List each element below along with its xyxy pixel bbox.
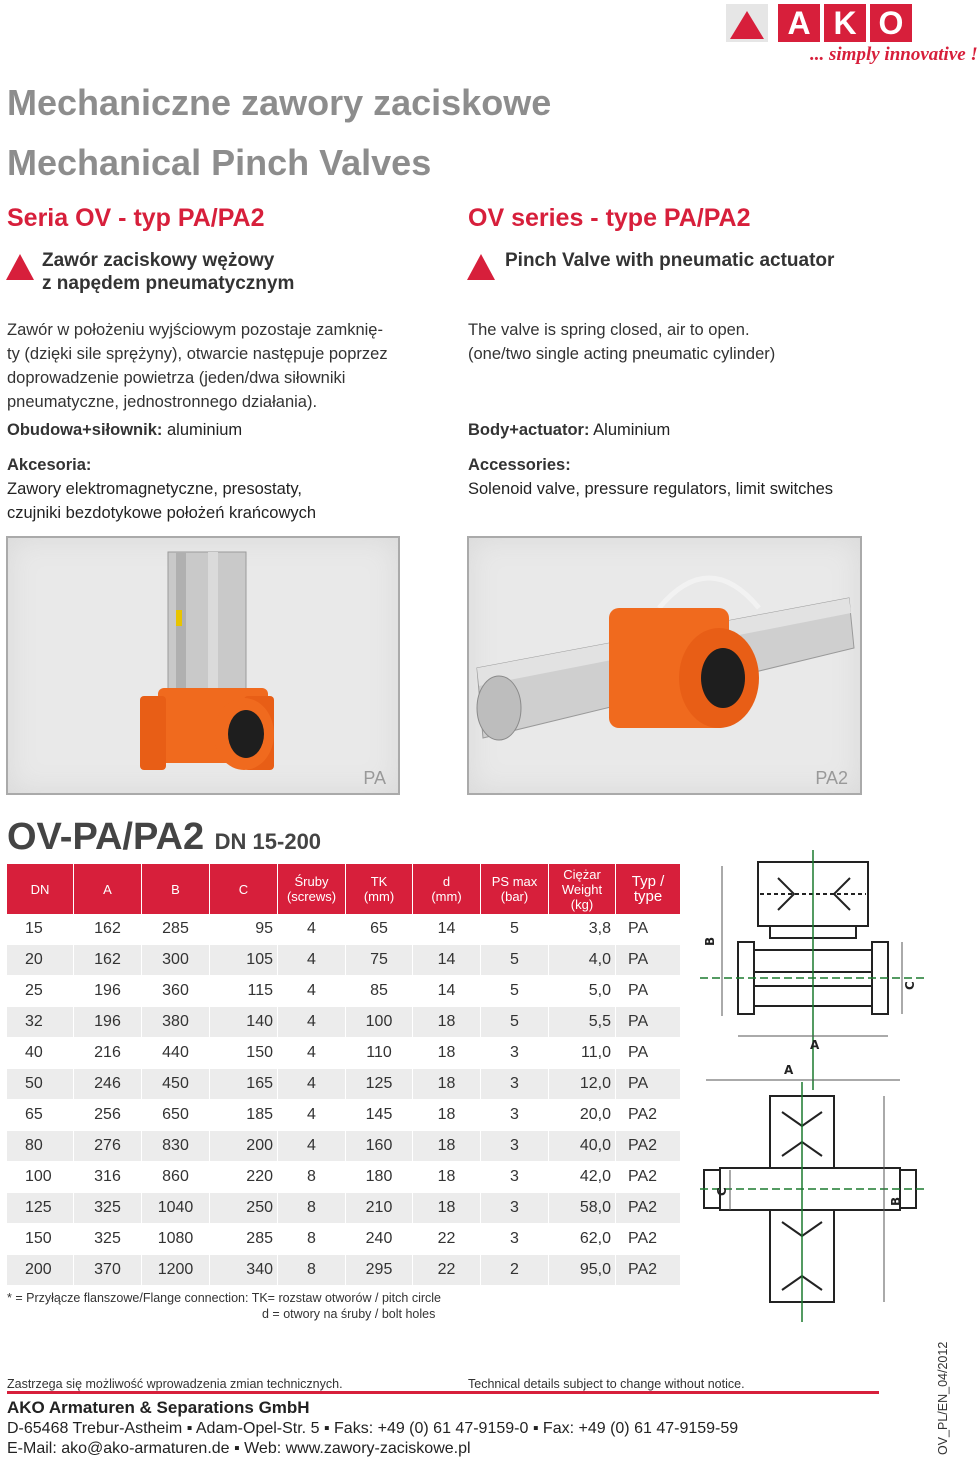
table-row	[7, 1038, 681, 1069]
table-cell: PA2	[616, 1255, 681, 1286]
title-en: Mechanical Pinch Valves	[7, 142, 432, 183]
drawing-label-a-upper: A	[810, 1038, 820, 1052]
logo-triangle-icon	[726, 4, 768, 42]
table-cell: 65	[7, 1100, 74, 1131]
table-cell: PA	[616, 1007, 681, 1038]
table-cell: 4	[278, 945, 346, 976]
table-cell: 180	[346, 1162, 413, 1193]
pa2-valve-image	[469, 538, 860, 793]
table-row	[7, 1007, 681, 1038]
table-cell: 165	[210, 1069, 278, 1100]
table-cell: 95	[210, 914, 278, 945]
table-cell: 210	[346, 1193, 413, 1224]
table-cell: 285	[210, 1224, 278, 1255]
table-cell: 20	[7, 945, 74, 976]
table-row	[7, 1100, 681, 1131]
table-cell: 58,0	[549, 1193, 616, 1224]
table-cell: 3	[481, 1193, 549, 1224]
table-cell: PA2	[616, 1131, 681, 1162]
company-contact: E-Mail: ako@ako-armaturen.de ▪ Web: www.zawory-zaciskowe.pl	[7, 1440, 471, 1457]
table-cell: 8	[278, 1255, 346, 1286]
table-row	[7, 976, 681, 1007]
table-cell: PA	[616, 945, 681, 976]
table-cell: 150	[210, 1038, 278, 1069]
table-cell: PA	[616, 1069, 681, 1100]
subtitle-pl: Zawór zaciskowy wężowy z napędem pneumatycznym	[42, 250, 295, 294]
table-cell: 12,0	[549, 1069, 616, 1100]
table-cell: 256	[74, 1100, 142, 1131]
drawing-label-c-lower: C	[715, 1187, 729, 1196]
description-pl: Zawór w położeniu wyjściowym pozostaje zamknię- ty (dzięki sile sprężyny), otwarcie następuje poprzez doprowadzenie powietrza (jeden/dwa siłowniki pneumatyczne, jednostronnego działania).	[7, 321, 388, 411]
accessories-en: Accessories: Solenoid valve, pressure regulators, limit switches	[468, 456, 833, 498]
body-material-en: Body+actuator: Aluminium	[468, 421, 671, 439]
table-cell: 95,0	[549, 1255, 616, 1286]
table-cell: 340	[210, 1255, 278, 1286]
col-header: d (mm)	[413, 864, 481, 914]
table-cell: 5	[481, 1007, 549, 1038]
table-row	[7, 1069, 681, 1100]
drawing-label-b-upper: B	[703, 936, 717, 946]
table-cell: 32	[7, 1007, 74, 1038]
table-cell: 5,5	[549, 1007, 616, 1038]
table-cell: 185	[210, 1100, 278, 1131]
table-title: OV-PA/PA2 DN 15-200	[7, 816, 322, 858]
table-cell: 18	[413, 1131, 481, 1162]
triangle-bullet-icon	[6, 254, 34, 280]
table-cell: 450	[142, 1069, 210, 1100]
table-cell: 370	[74, 1255, 142, 1286]
col-header: A	[74, 864, 142, 914]
table-cell: 8	[278, 1193, 346, 1224]
table-cell: 3	[481, 1069, 549, 1100]
col-header: B	[142, 864, 210, 914]
table-cell: 196	[74, 976, 142, 1007]
table-cell: 200	[210, 1131, 278, 1162]
table-cell: 325	[74, 1193, 142, 1224]
accessories-pl: Akcesoria: Zawory elektromagnetyczne, presostaty, czujniki bezdotykowe położeń krańcowych	[7, 456, 317, 522]
table-cell: 42,0	[549, 1162, 616, 1193]
body-material-pl: Obudowa+siłownik: aluminium	[7, 421, 243, 439]
col-header: PS max (bar)	[481, 864, 549, 914]
table-cell: 145	[346, 1100, 413, 1131]
table-row	[7, 945, 681, 976]
table-cell: PA2	[616, 1162, 681, 1193]
spec-table	[7, 864, 681, 1286]
footer-divider	[7, 1391, 879, 1394]
doc-code: OV_PL/EN_04/2012	[936, 1341, 950, 1455]
table-cell: 85	[346, 976, 413, 1007]
table-cell: 4	[278, 1007, 346, 1038]
table-cell: 650	[142, 1100, 210, 1131]
table-header-row	[7, 864, 681, 914]
footnote-line-2: d = otwory na śruby / bolt holes	[262, 1307, 436, 1321]
drawing-label-b-lower: B	[889, 1196, 903, 1206]
table-cell: 360	[142, 976, 210, 1007]
table-row	[7, 1131, 681, 1162]
photo-label-pa: PA	[363, 768, 386, 788]
table-cell: 860	[142, 1162, 210, 1193]
table-row	[7, 1193, 681, 1224]
table-cell: 18	[413, 1038, 481, 1069]
col-header: C	[210, 864, 278, 914]
table-cell: 276	[74, 1131, 142, 1162]
disclaimer-en: Technical details subject to change without notice.	[468, 1377, 745, 1391]
table-cell: 316	[74, 1162, 142, 1193]
table-cell: 11,0	[549, 1038, 616, 1069]
table-cell: 3	[481, 1224, 549, 1255]
table-cell: 8	[278, 1162, 346, 1193]
col-header: TK (mm)	[346, 864, 413, 914]
table-cell: PA2	[616, 1193, 681, 1224]
table-cell: 100	[346, 1007, 413, 1038]
table-cell: 162	[74, 945, 142, 976]
table-cell: 162	[74, 914, 142, 945]
table-cell: 1200	[142, 1255, 210, 1286]
table-row	[7, 1255, 681, 1286]
table-cell: 14	[413, 914, 481, 945]
table-cell: PA	[616, 1038, 681, 1069]
table-row	[7, 1224, 681, 1255]
table-cell: 200	[7, 1255, 74, 1286]
brand-logo	[726, 2, 978, 68]
table-cell: 14	[413, 976, 481, 1007]
table-cell: 196	[74, 1007, 142, 1038]
table-cell: 4	[278, 1100, 346, 1131]
triangle-bullet-icon	[467, 254, 495, 280]
table-cell: 3,8	[549, 914, 616, 945]
table-cell: 22	[413, 1255, 481, 1286]
photo-pa2	[467, 536, 862, 795]
table-cell: 40,0	[549, 1131, 616, 1162]
series-heading-en: OV series - type PA/PA2	[468, 204, 751, 232]
table-cell: 50	[7, 1069, 74, 1100]
brand-slogan: ... simply innovative !	[810, 44, 978, 65]
series-heading-pl: Seria OV - typ PA/PA2	[7, 204, 265, 232]
footnote-line-1: * = Przyłącze flanszowe/Flange connection: TK= rozstaw otworów / pitch circle	[7, 1291, 441, 1305]
table-cell: 75	[346, 945, 413, 976]
table-cell: 115	[210, 976, 278, 1007]
technical-drawing	[700, 850, 930, 1330]
table-cell: 4,0	[549, 945, 616, 976]
table-cell: 830	[142, 1131, 210, 1162]
table-cell: 140	[210, 1007, 278, 1038]
table-cell: 3	[481, 1131, 549, 1162]
col-header: Ciężar Weight (kg)	[549, 864, 616, 914]
col-header: DN	[7, 864, 74, 914]
table-cell: 18	[413, 1069, 481, 1100]
subtitle-en: Pinch Valve with pneumatic actuator	[505, 250, 835, 271]
table-cell: 285	[142, 914, 210, 945]
table-cell: PA2	[616, 1224, 681, 1255]
table-cell: 295	[346, 1255, 413, 1286]
table-cell: PA	[616, 976, 681, 1007]
table-cell: 4	[278, 1069, 346, 1100]
table-cell: 5	[481, 914, 549, 945]
table-cell: 246	[74, 1069, 142, 1100]
table-cell: 300	[142, 945, 210, 976]
table-cell: 110	[346, 1038, 413, 1069]
table-cell: 3	[481, 1162, 549, 1193]
company-name: AKO Armaturen & Separations GmbH	[7, 1398, 310, 1417]
table-cell: 5	[481, 976, 549, 1007]
col-header: Śruby (screws)	[278, 864, 346, 914]
table-cell: 216	[74, 1038, 142, 1069]
table-cell: 4	[278, 1038, 346, 1069]
table-cell: 4	[278, 1131, 346, 1162]
table-cell: 80	[7, 1131, 74, 1162]
title-pl: Mechaniczne zawory zaciskowe	[7, 82, 552, 123]
disclaimer-pl: Zastrzega się możliwość wprowadzenia zmian technicznych.	[7, 1377, 343, 1391]
table-cell: 40	[7, 1038, 74, 1069]
table-cell: 125	[346, 1069, 413, 1100]
drawing-label-a-lower: A	[784, 1063, 794, 1077]
table-row	[7, 1162, 681, 1193]
pa-valve-image	[8, 538, 398, 793]
drawing-label-c-upper: C	[903, 981, 917, 990]
table-cell: 5	[481, 945, 549, 976]
table-cell: 62,0	[549, 1224, 616, 1255]
logo-letter-k: K	[824, 4, 866, 42]
photo-label-pa2: PA2	[815, 768, 848, 788]
table-cell: 150	[7, 1224, 74, 1255]
table-cell: 125	[7, 1193, 74, 1224]
table-cell: 325	[74, 1224, 142, 1255]
table-cell: 15	[7, 914, 74, 945]
description-en: The valve is spring closed, air to open. (one/two single acting pneumatic cylinder)	[468, 321, 776, 363]
table-cell: 14	[413, 945, 481, 976]
table-cell: 1040	[142, 1193, 210, 1224]
table-cell: 105	[210, 945, 278, 976]
table-cell: 440	[142, 1038, 210, 1069]
table-cell: 8	[278, 1224, 346, 1255]
table-cell: 5,0	[549, 976, 616, 1007]
table-cell: 240	[346, 1224, 413, 1255]
table-cell: 2	[481, 1255, 549, 1286]
table-cell: 18	[413, 1193, 481, 1224]
table-cell: 18	[413, 1007, 481, 1038]
table-cell: PA	[616, 914, 681, 945]
table-cell: PA2	[616, 1100, 681, 1131]
table-row	[7, 914, 681, 945]
logo-letter-a: A	[778, 4, 820, 42]
table-cell: 18	[413, 1100, 481, 1131]
table-cell: 3	[481, 1100, 549, 1131]
table-cell: 1080	[142, 1224, 210, 1255]
table-cell: 380	[142, 1007, 210, 1038]
table-cell: 160	[346, 1131, 413, 1162]
table-cell: 3	[481, 1038, 549, 1069]
table-cell: 4	[278, 976, 346, 1007]
table-cell: 4	[278, 914, 346, 945]
logo-letter-o: O	[870, 4, 912, 42]
table-cell: 25	[7, 976, 74, 1007]
table-cell: 22	[413, 1224, 481, 1255]
table-cell: 220	[210, 1162, 278, 1193]
table-cell: 250	[210, 1193, 278, 1224]
table-cell: 100	[7, 1162, 74, 1193]
table-cell: 18	[413, 1162, 481, 1193]
company-address: D-65468 Trebur-Astheim ▪ Adam-Opel-Str. 5 ▪ Faks: +49 (0) 61 47-9159-0 ▪ Fax: +49 (0) 61 47-9159-59	[7, 1420, 739, 1437]
table-cell: 20,0	[549, 1100, 616, 1131]
photo-pa	[6, 536, 400, 795]
table-cell: 65	[346, 914, 413, 945]
col-header: Typ / type	[616, 864, 681, 914]
